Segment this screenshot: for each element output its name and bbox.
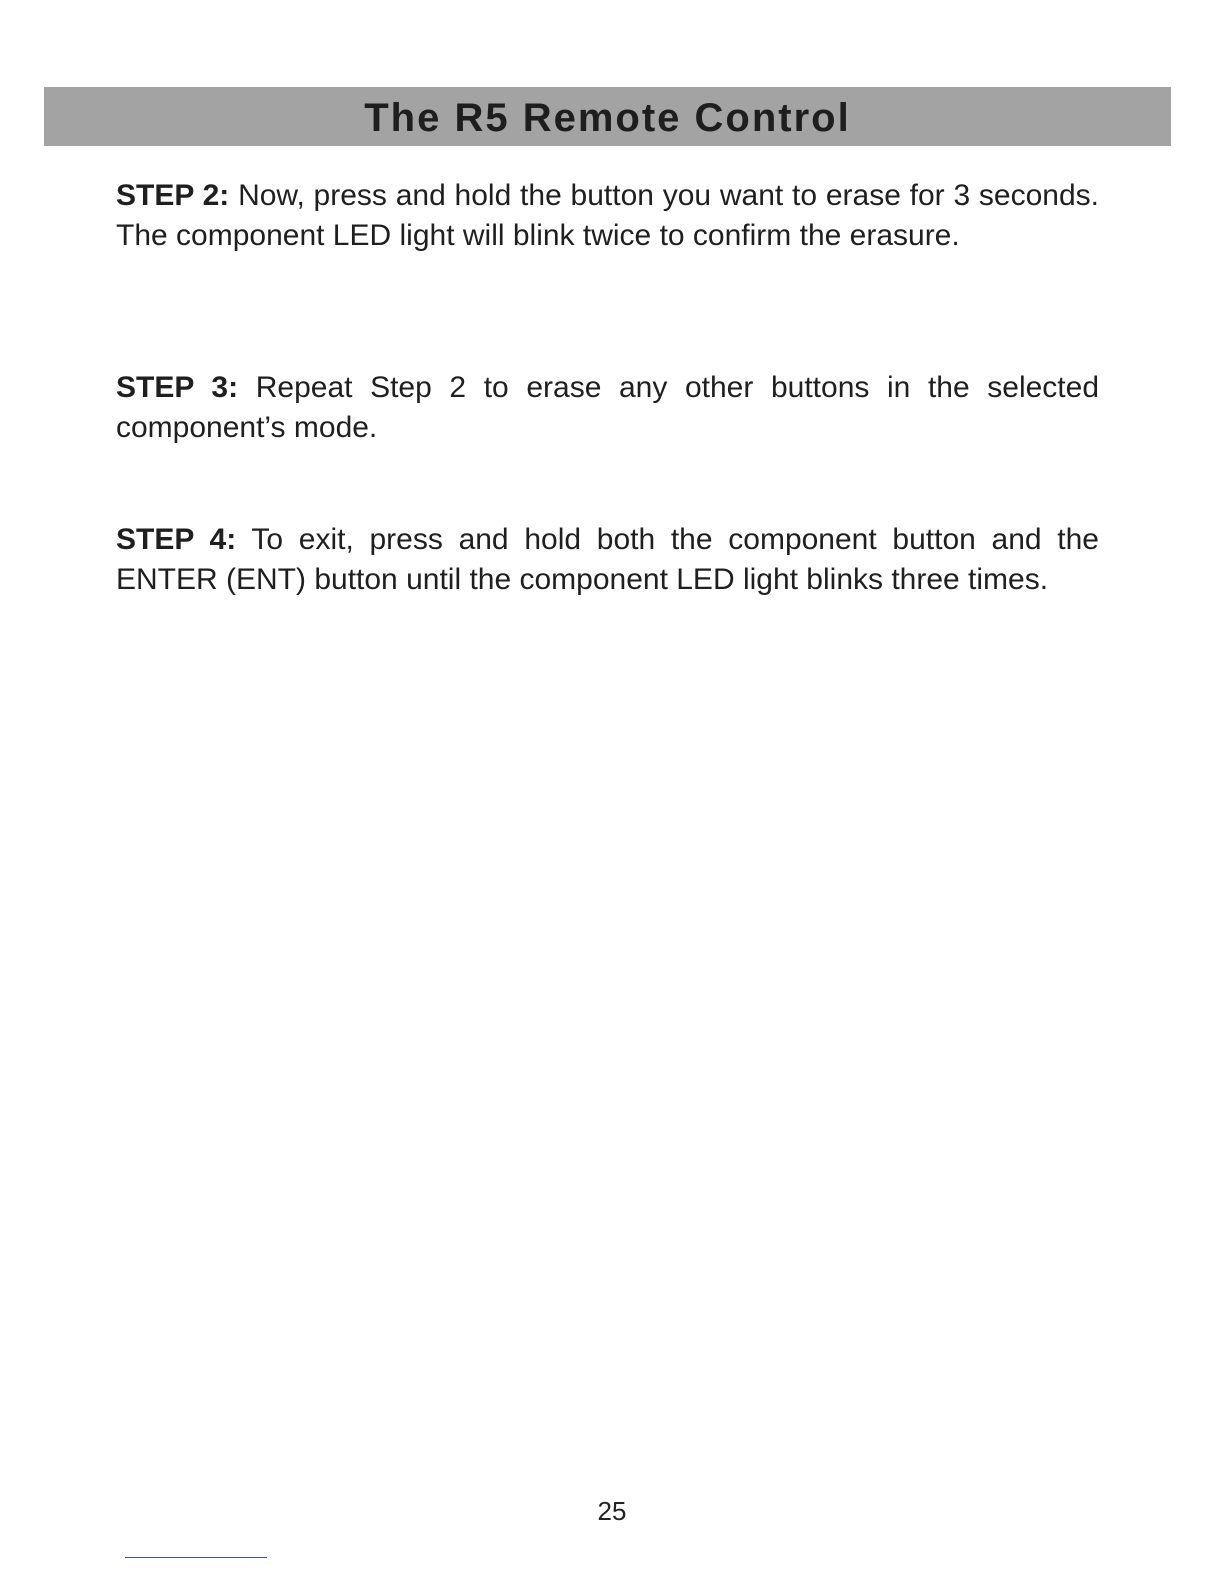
step-2-text: Now, press and hold the button you want to erase for 3 seconds. The component LED light will blink twice to confirm the erasure. — [116, 179, 1100, 252]
step-3-paragraph — [116, 368, 1099, 448]
page-number: 25 — [597, 1496, 627, 1526]
step-4-text: To exit, press and hold both the component button and the ENTER (ENT) button until the component LED light blinks three times. — [116, 523, 1099, 596]
page-title: The R5 Remote Control — [364, 96, 851, 140]
step-4-label: STEP 4: — [116, 523, 237, 556]
step-3-text: Repeat Step 2 to erase any other buttons in the selected component’s mode. — [116, 371, 1100, 444]
step-2-label: STEP 2: — [116, 179, 230, 212]
step-3-label: STEP 3: — [116, 371, 239, 404]
page-header-bar — [44, 87, 1171, 146]
step-2-paragraph — [116, 176, 1099, 256]
footer-rule — [125, 1557, 267, 1558]
step-4-paragraph — [116, 520, 1099, 600]
